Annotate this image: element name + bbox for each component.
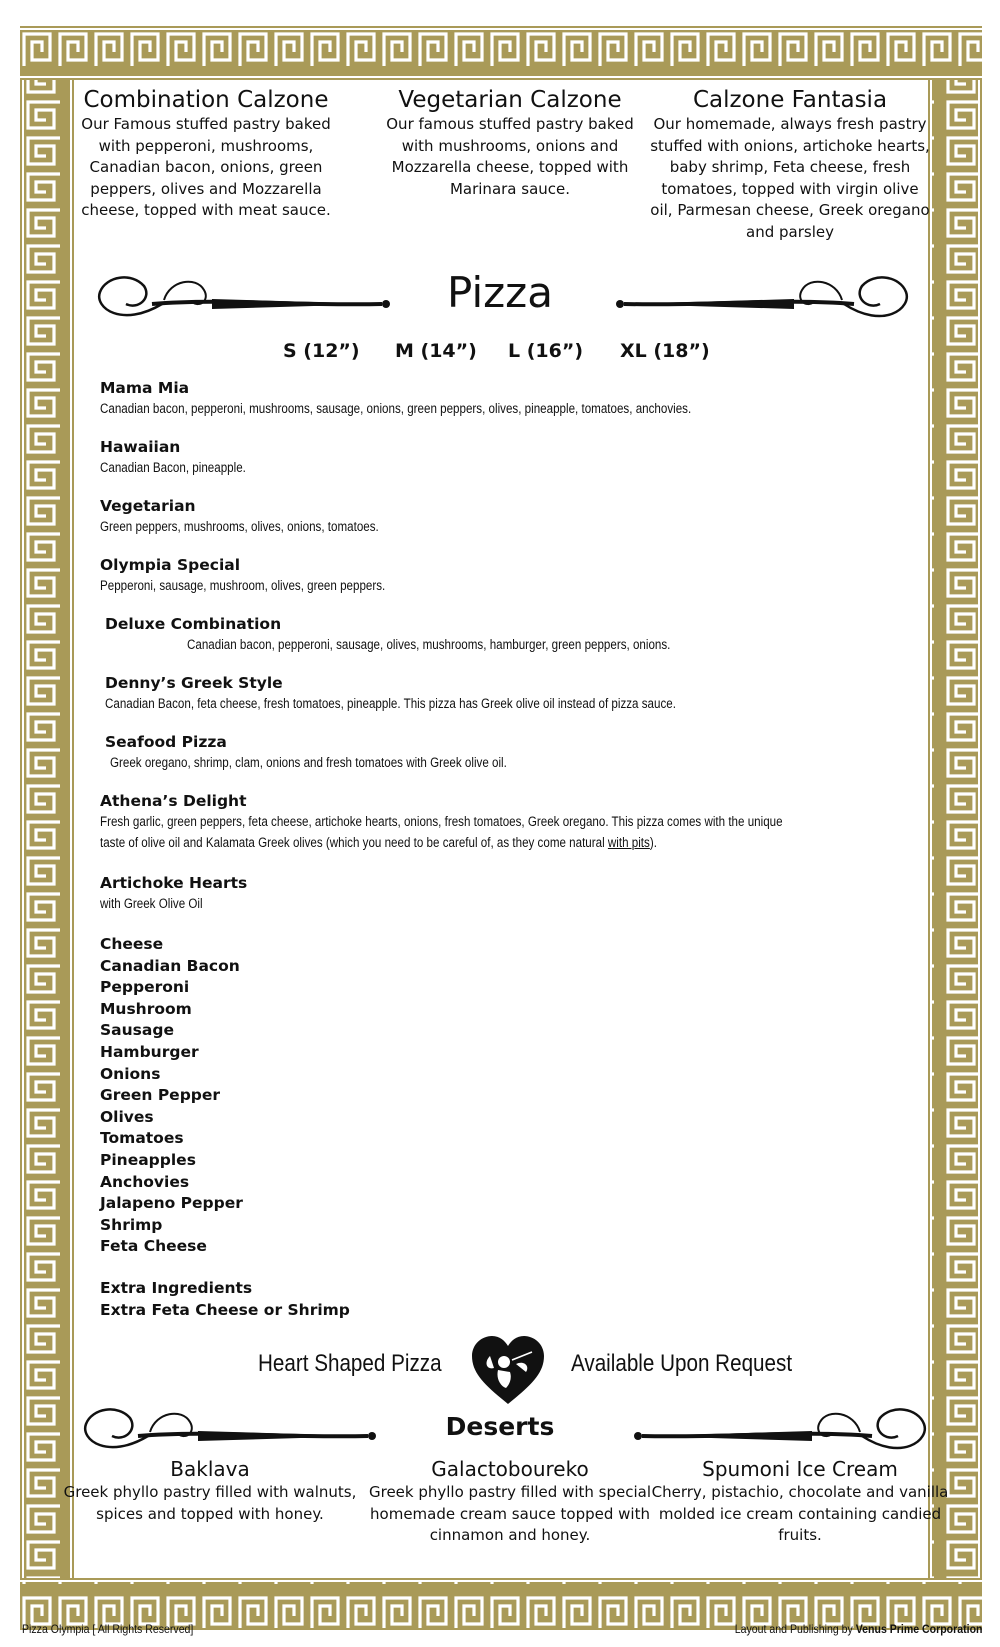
pizza-desc: Canadian bacon, pepperoni, mushrooms, sausage, onions, green peppers, olives, pineapple, tomatoes, anchovies.: [100, 401, 692, 416]
footer-publisher-name: Venus Prime Corporation: [855, 1622, 982, 1636]
pizza-name: Vegetarian: [100, 497, 196, 515]
pizza-title: Pizza: [447, 268, 553, 317]
pizza-desc: Greek oregano, shrimp, clam, onions and fresh tomatoes with Greek olive oil.: [110, 755, 507, 770]
topping-item: Olives: [100, 1107, 154, 1126]
pizza-name: Athena’s Delight: [100, 792, 247, 810]
toppings-list: [100, 934, 243, 1258]
topping-item: Canadian Bacon: [100, 956, 240, 975]
topping-item: Onions: [100, 1064, 161, 1083]
extras-list: [100, 1278, 350, 1321]
pizza-name: Artichoke Hearts: [100, 874, 248, 892]
pizza-desc: Fresh garlic, green peppers, feta cheese, artichoke hearts, onions, fresh tomatoes, Greek oregano. This pizza comes with the unique: [100, 814, 783, 829]
desert-galactoboureko: [360, 1456, 660, 1547]
calzone-desc: Our Famous stuffed pastry baked with pepperoni, mushrooms, Canadian bacon, onions, green peppers, olives and Mozzarella cheese, topped with meat sauce.: [81, 115, 331, 219]
heart-shaped-pizza-text: Heart Shaped Pizza: [258, 1350, 442, 1377]
pizza-deluxe-combination: [105, 614, 749, 655]
deserts-title: Deserts: [445, 1412, 555, 1441]
pizza-artichoke-hearts: [100, 873, 247, 914]
topping-item: Feta Cheese: [100, 1237, 207, 1256]
pizza-desc-line2: [100, 832, 783, 853]
pizza-hawaiian: [100, 437, 270, 478]
topping-item: Cheese: [100, 935, 164, 953]
pizza-name: Olympia Special: [100, 556, 241, 574]
desert-desc: Greek phyllo pastry filled with walnuts, spices and topped with honey.: [63, 1483, 357, 1523]
desert-spumoni: [650, 1456, 950, 1547]
size-small: S (12”): [283, 340, 360, 362]
pizza-name: Deluxe Combination: [105, 615, 282, 633]
size-large: L (16”): [508, 340, 584, 362]
available-upon-request-text: Available Upon Request: [570, 1350, 792, 1377]
calzone-desc: Our famous stuffed pastry baked with mushrooms, onions and Mozzarella cheese, topped with Marinara sauce.: [386, 115, 634, 198]
calzone-vegetarian: [370, 86, 650, 200]
topping-item: Mushroom: [100, 999, 192, 1018]
desert-name: Galactoboureko: [431, 1457, 589, 1481]
topping-item: Pineapples: [100, 1150, 196, 1169]
pizza-name: Seafood Pizza: [105, 733, 227, 751]
desert-baklava: [60, 1456, 360, 1525]
pizza-dennys-greek-style: [105, 673, 769, 714]
pizza-olympia-special: [100, 555, 432, 596]
extra-item: Extra Feta Cheese or Shrimp: [100, 1300, 350, 1319]
topping-item: Green Pepper: [100, 1086, 221, 1105]
calzone-name: Calzone Fantasia: [692, 87, 888, 113]
desert-name: Baklava: [170, 1457, 250, 1481]
footer-copyright: Pizza Olympia [ All Rights Reserved]: [22, 1622, 194, 1636]
pizza-name: Hawaiian: [100, 438, 181, 456]
pizza-desc: Green peppers, mushrooms, olives, onions, tomatoes.: [100, 519, 379, 534]
calzone-name: Vegetarian Calzone: [398, 87, 622, 113]
calzone-desc: Our homemade, always fresh pastry stuffed with onions, artichoke hearts, baby shrimp, Feta cheese, fresh tomatoes, topped with virgin olive oil, Parmesan cheese, Greek oregano and parsley: [650, 115, 930, 241]
pizza-desc-underlined: with pits: [607, 835, 650, 850]
pizza-vegetarian: [100, 496, 424, 537]
extra-item: Extra Ingredients: [100, 1279, 253, 1297]
desert-name: Spumoni Ice Cream: [702, 1457, 898, 1481]
size-medium: M (14”): [395, 340, 477, 362]
pizza-desc-text: taste of olive oil and Kalamata Greek olives (which you need to be careful of, as they come natural: [100, 835, 608, 850]
desert-desc: Cherry, pistachio, chocolate and vanilla molded ice cream containing candied fruits.: [651, 1483, 949, 1544]
topping-item: Hamburger: [100, 1042, 199, 1061]
topping-item: Anchovies: [100, 1172, 190, 1191]
pizza-desc: Canadian Bacon, pineapple.: [100, 460, 246, 475]
topping-item: Pepperoni: [100, 978, 190, 997]
desert-desc: Greek phyllo pastry filled with special homemade cream sauce topped with cinnamon and honey.: [368, 1483, 651, 1544]
calzone-fantasia: [650, 86, 930, 243]
footer-publisher-prefix: Layout and Publishing by: [734, 1622, 856, 1636]
right-flourish-ornament: [614, 266, 914, 336]
topping-item: Sausage: [100, 1021, 174, 1040]
topping-item: Jalapeno Pepper: [100, 1194, 243, 1213]
pizza-name: Denny’s Greek Style: [105, 674, 283, 692]
calzone-name: Combination Calzone: [83, 87, 329, 113]
pizza-desc-text: ).: [649, 835, 657, 850]
pizza-desc: Canadian Bacon, feta cheese, fresh tomatoes, pineapple. This pizza has Greek olive oil instead of pizza sauce.: [105, 696, 676, 711]
footer-publisher: [734, 1622, 982, 1636]
topping-item: Shrimp: [100, 1215, 163, 1234]
heart-cupid-icon: [470, 1334, 546, 1406]
pizza-name: Mama Mia: [100, 379, 190, 397]
pizza-seafood: [105, 732, 571, 773]
pizza-desc: with Greek Olive Oil: [100, 896, 203, 911]
pizza-mama-mia: [100, 378, 787, 419]
pizza-athenas-delight: [100, 791, 894, 853]
calzone-combination: [66, 86, 346, 222]
size-xlarge: XL (18”): [620, 340, 710, 362]
pizza-desc: Pepperoni, sausage, mushroom, olives, green peppers.: [100, 578, 386, 593]
topping-item: Tomatoes: [100, 1129, 184, 1148]
pizza-desc: Canadian bacon, pepperoni, sausage, olives, mushrooms, hamburger, green peppers, onions.: [187, 637, 671, 652]
